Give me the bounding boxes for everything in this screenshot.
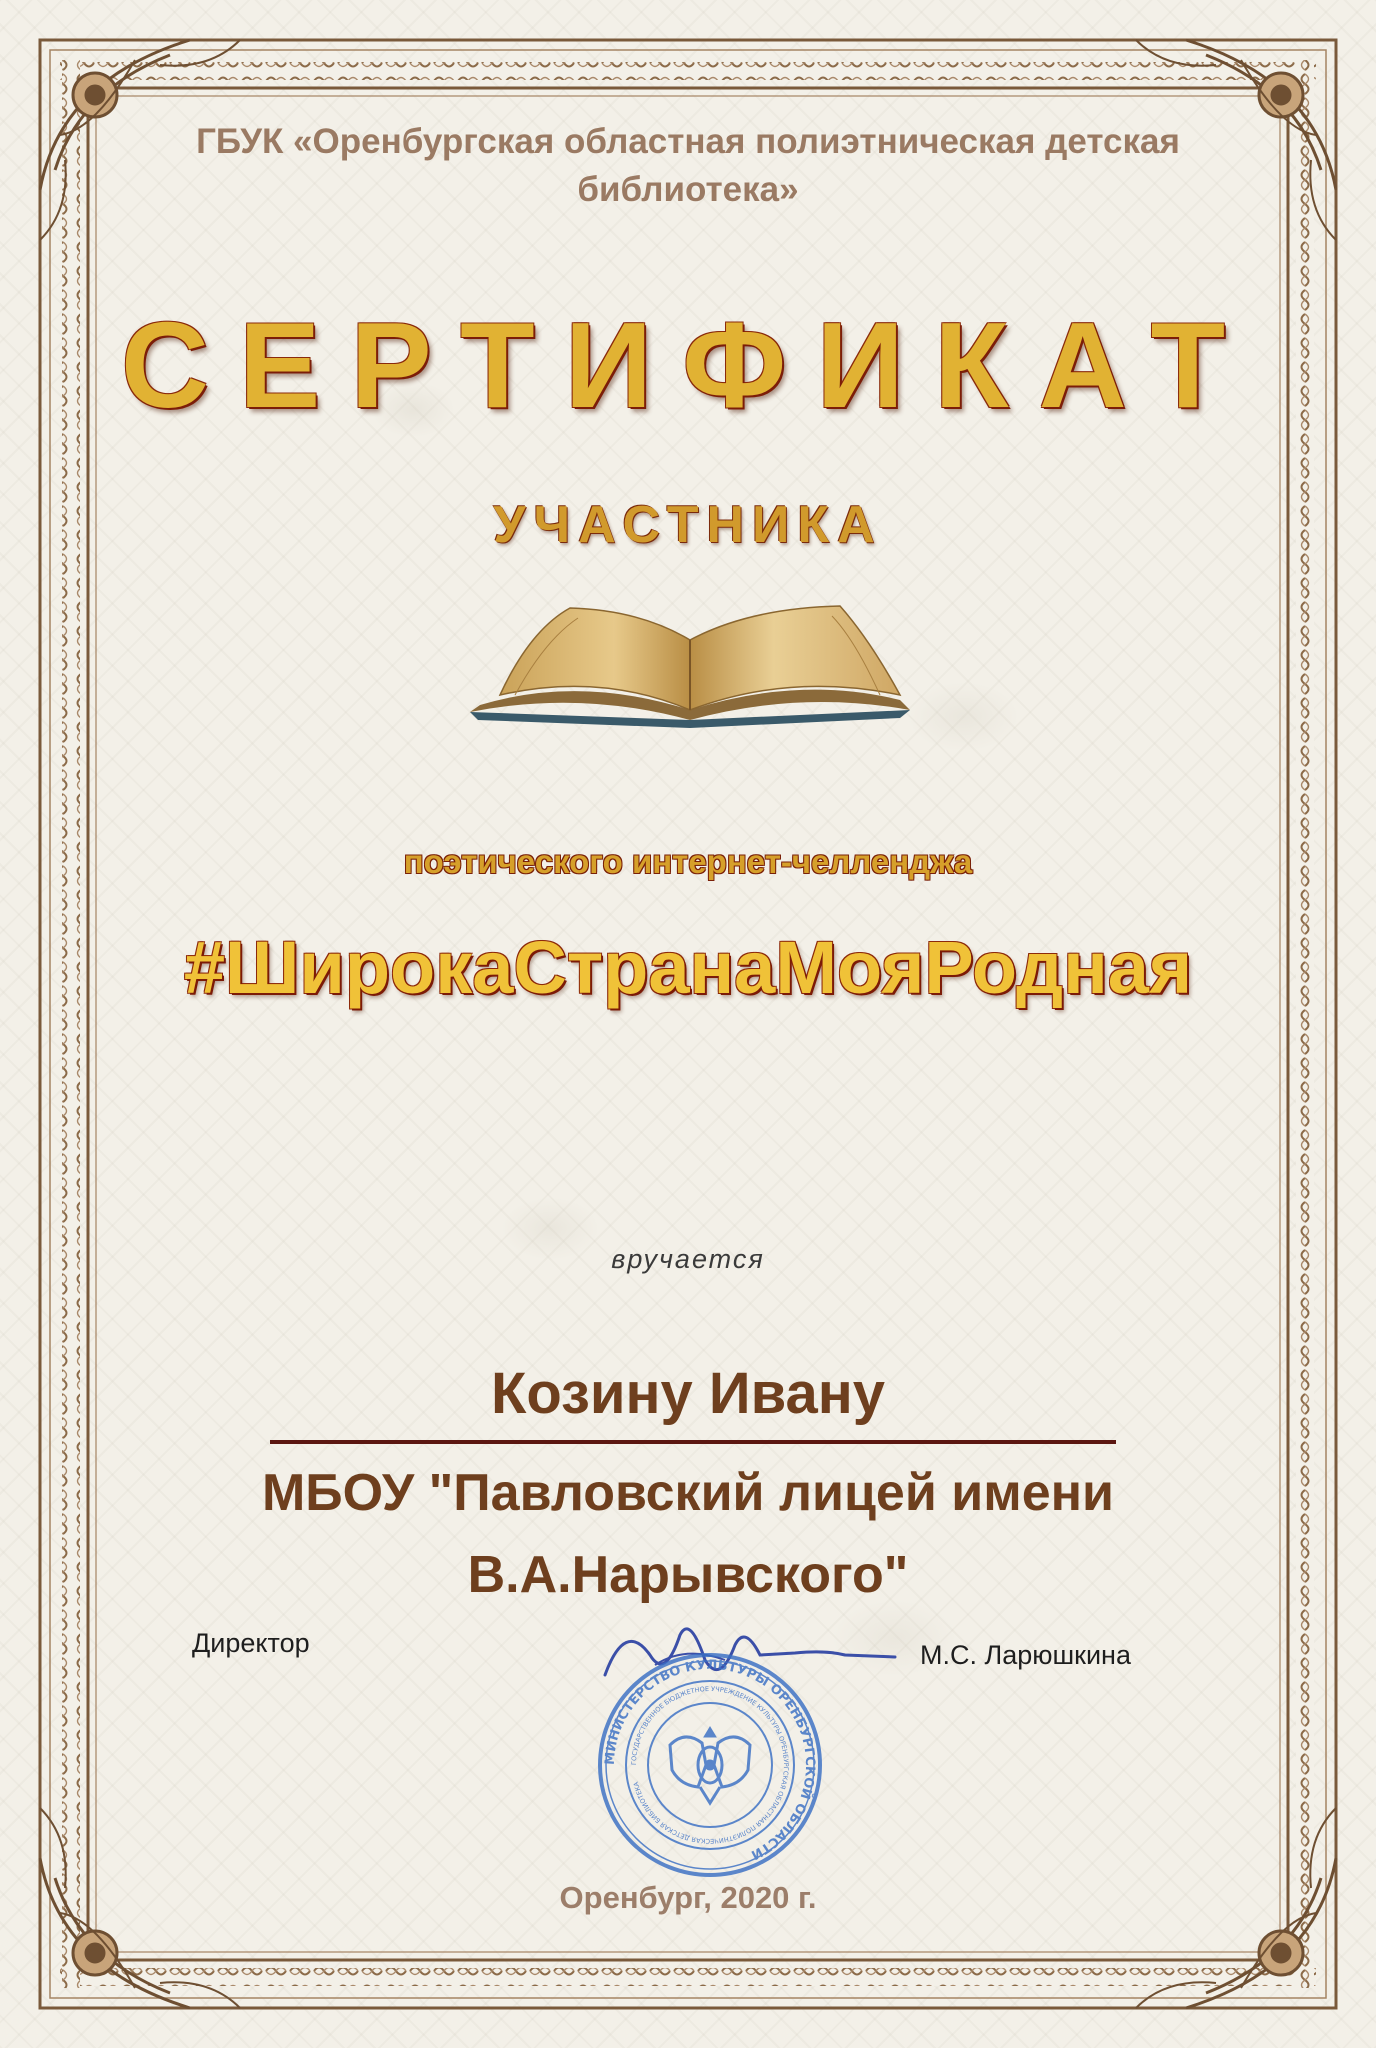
recipient-underline [270,1440,1116,1444]
event-description: поэтического интернет-челленджа [403,843,973,880]
recipient-name: Козину Ивану [490,1361,886,1426]
svg-text:МИНИСТЕРСТВО КУЛЬТУРЫ ОРЕНБУРГ: МИНИСТЕРСТВО КУЛЬТУРЫ ОРЕНБУРГСКОЙ ОБЛАСТИ [602,1657,818,1863]
signer-name: М.С. Ларюшкина [920,1640,1131,1670]
school-line-1: МБОУ "Павловский лицей имени [261,1464,1114,1522]
awarded-label: вручается [611,1244,765,1274]
svg-text:ГОСУДАРСТВЕННОЕ БЮДЖЕТНОЕ УЧРЕ: ГОСУДАРСТВЕННОЕ БЮДЖЕТНОЕ УЧРЕЖДЕНИЕ КУЛЬТУРЫ ОРЕНБУРГСКАЯ ОБЛАСТНАЯ ПОЛИЭТНИЧЕСКАЯ ДЕТСКАЯ БИБЛИОТЕКА [629,1684,791,1846]
recipient-school [150,1452,1226,1616]
certificate-title: СЕРТИФИКАТ [120,297,1256,433]
signer-position: Директор [192,1628,310,1658]
event-hashtag: #ШирокаСтранаМояРодная [183,926,1193,1009]
official-seal-icon [595,1650,825,1880]
school-line-2: В.А.Нарывского" [467,1546,909,1604]
open-book-icon [460,600,920,730]
certificate-subtitle: УЧАСТНИКА [493,496,883,554]
city-year: Оренбург, 2020 г. [559,1880,817,1915]
organization-name: ГБУК «Оренбургская областная полиэтническая детская библиотека» [196,122,1180,209]
